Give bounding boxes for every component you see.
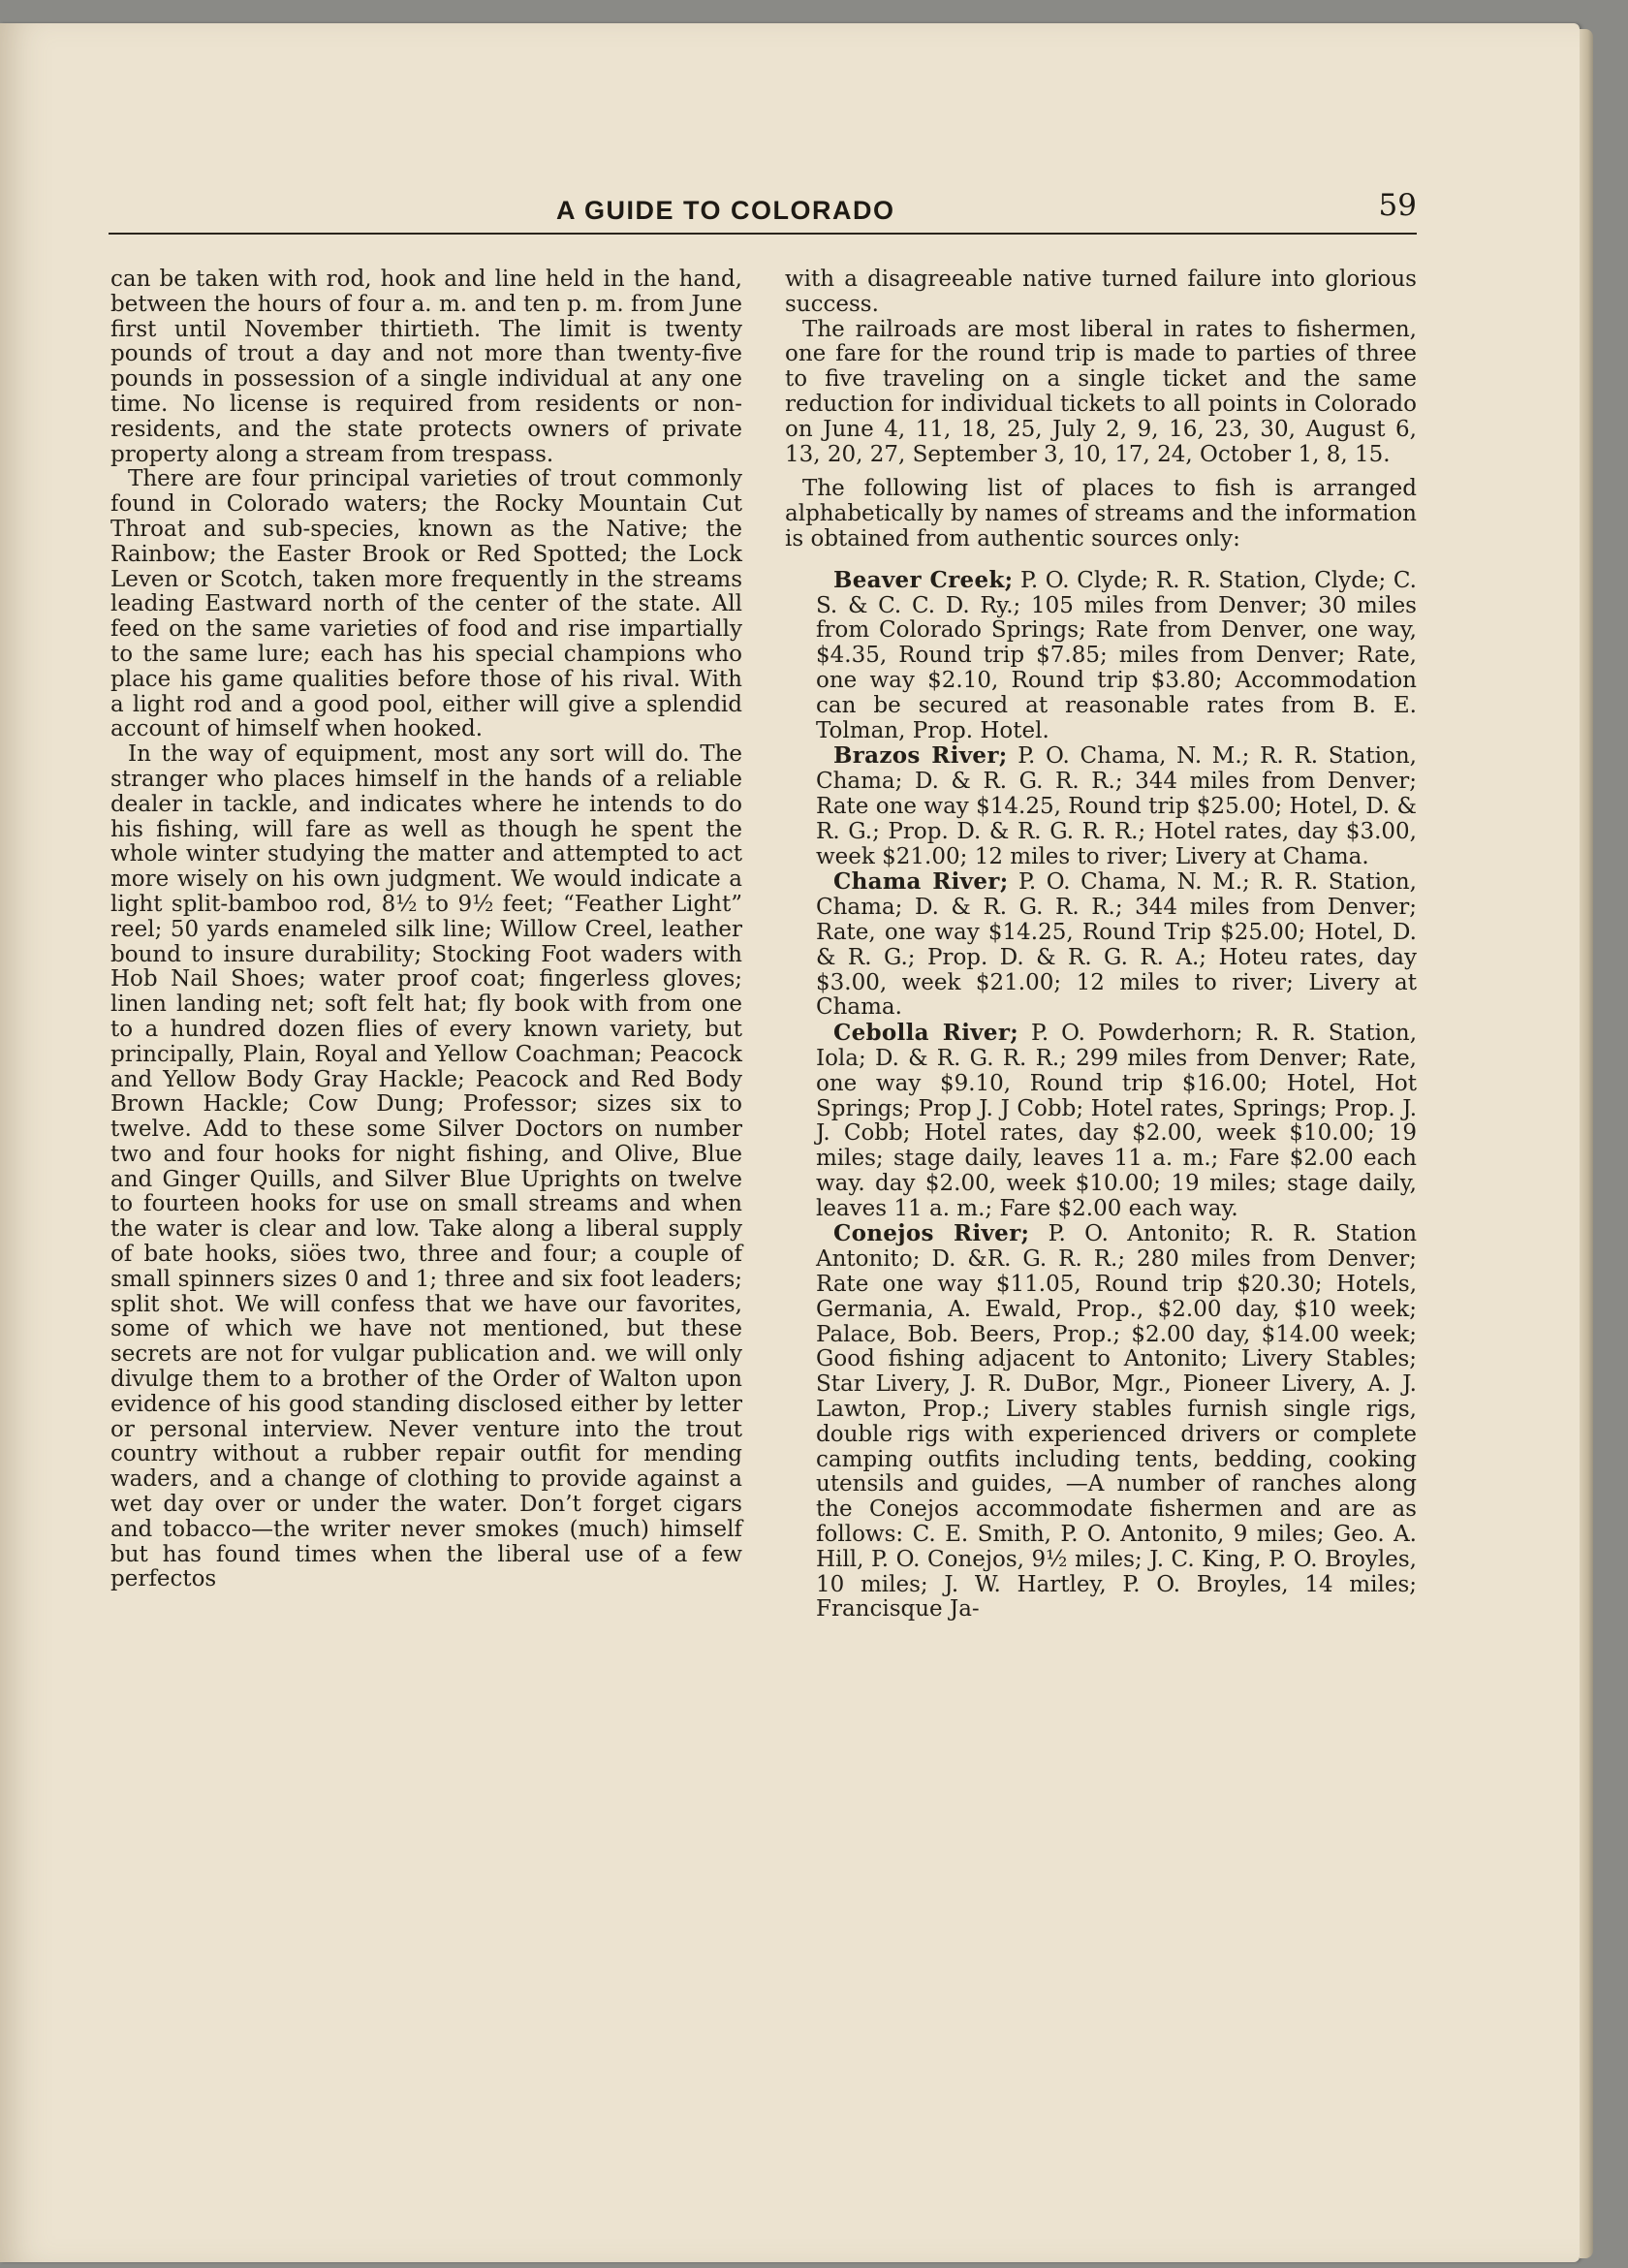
paragraph: The following list of places to fish is arranged alphabetically by names of streams and the information is obtained from authentic sources only: — [785, 476, 1417, 551]
fishing-entry — [785, 568, 1417, 744]
running-title: A GUIDE TO COLORADO — [556, 196, 895, 225]
page-edge — [1580, 29, 1593, 2258]
entry-details: P. O. Antonito; R. R. Station Antonito; D. &R. G. R. R.; 280 miles from Denver; Rate one way $11.05, Round trip $20.30; Hotels, Germania, A. Ewald, Prop., $2.00 day, $10 week; Palace, Bob. Beers, Prop.; $2.00 day, $14.00 week; Good fishing adjacent to Antonito; Livery Stables; Star Livery, J. R. DuBor, Mgr., Pioneer Livery, A. J. Lawton, Prop.; Livery stables furnish single rigs, double rigs with experienced drivers or complete camping outfits including tents, bedding, cooking utensils and guides, —A number of ranches along the Conejos accommodate fishermen and are as follows: C. E. Smith, P. O. Antonito, 9 miles; Geo. A. Hill, P. O. Conejos, 9½ miles; J. C. King, P. O. Broyles, 10 miles; J. W. Hartley, P. O. Broyles, 14 miles; Francisque Ja- — [816, 1221, 1418, 1622]
paragraph: can be taken with rod, hook and line held in the hand, between the hours of four a. m. and ten p. m. from June first until November thirtieth. The limit is twenty pounds of trout a day and not more than twenty-five pounds in possession of a single individual at any one time. No license is required from residents or non-residents, and the state protects owners of private property along a stream from trespass. — [110, 267, 742, 467]
stream-name: Brazos River; — [833, 742, 1008, 770]
stream-name: Beaver Creek; — [833, 566, 1014, 593]
stream-name: Cebolla River; — [833, 1020, 1019, 1047]
entry-details: P. O. Clyde; R. R. Station, Clyde; C. S. & C. C. D. Ry.; 105 miles from Denver; 30 miles from Colorado Springs; Rate from Denver, one way, $4.35, Round trip $7.85; miles from Denver; Rate, one way $2.10, Round trip $3.80; Accommodation can be secured at reasonable rates from B. E. Tolman, Prop. Hotel. — [816, 567, 1417, 743]
entry-details: P. O. Chama, N. M.; R. R. Station, Chama; D. & R. G. R. R.; 344 miles from Denver; Rate, one way $14.25, Round Trip $25.00; Hotel, D. & R. G.; Prop. D. & R. G. R. A.; Hoteu rates, day $3.00, week $21.00; 12 miles to river; Livery at Chama. — [816, 869, 1417, 1021]
entry-details: P. O. Chama, N. M.; R. R. Station, Chama; D. & R. G. R. R.; 344 miles from Denver; Rate one way $14.25, Round trip $25.00; Hotel, D. & R. G.; Prop. D. & R. G. R. R.; Hotel rates, day $3.00, week $21.00; 12 miles to river; Livery at Chama. — [816, 743, 1417, 869]
left-column — [110, 268, 742, 1592]
paragraph: with a disagreeable native turned failure into glorious success. — [785, 267, 1417, 317]
right-column — [785, 268, 1417, 1622]
page-number: 59 — [1378, 188, 1417, 223]
paragraph: In the way of equipment, most any sort will do. The stranger who places himself in the hands of a reliable dealer in tackle, and indicates where he intends to do his fishing, will fare as well as though he spent the whole winter studying the matter and attempted to act more wisely on his own judgment. We would indicate a light split-bamboo rod, 8½ to 9½ feet; “Feather Light” reel; 50 yards enameled silk line; Willow Creel, leather bound to insure durability; Stocking Foot waders with Hob Nail Shoes; water proof coat; fingerless gloves; linen landing net; soft felt hat; fly book with from one to a hundred dozen flies of every known variety, but principally, Plain, Royal and Yellow Coachman; Peacock and Yellow Body Gray Hackle; Peacock and Red Body Brown Hackle; Cow Dung; Professor; sizes six to twelve. Add to these some Silver Doctors on number two and four hooks for night fishing, and Olive, Blue and Ginger Quills, and Silver Blue Uprights on twelve to fourteen hooks for use on small streams and when the water is clear and low. Take along a liberal supply of bate hooks, siöes two, three and four; a couple of small spinners sizes 0 and 1; three and six foot leaders; split shot. We will confess that we have our favorites, some of which we have not mentioned, but these secrets are not for vulgar publication and. we will only divulge them to a brother of the Order of Walton upon evidence of his good standing disclosed either by letter or personal interview. Never venture into the trout country without a rubber repair outfit for mending waders, and a change of clothing to provide against a wet day over or under the water. Don’t forget cigars and tobacco—the writer never smokes (much) himself but has found times when the liberal use of a few perfectos — [110, 741, 742, 1592]
fishing-entry — [785, 869, 1417, 1021]
fishing-entry — [785, 1221, 1417, 1622]
entry-details: P. O. Powderhorn; R. R. Station, Iola; D. & R. G. R. R.; 299 miles from Denver; Rate, one way $9.10, Round trip $16.00; Hotel, Hot Springs; Prop J. J Cobb; Hotel rates, Springs; Prop. J. J. Cobb; Hotel rates, day $2.00, week $10.00; 19 miles; stage daily, leaves 11 a. m.; Fare $2.00 each way. day $2.00, week $10.00; 19 miles; stage daily, leaves 11 a. m.; Fare $2.00 each way. — [816, 1021, 1418, 1221]
paragraph: The railroads are most liberal in rates to fishermen, one fare for the round trip is made to parties of three to five traveling on a single ticket and the same reduction for individual tickets to all points in Colorado on June 4, 11, 18, 25, July 2, 9, 16, 23, 30, August 6, 13, 20, 27, September 3, 10, 17, 24, October 1, 8, 15. — [785, 316, 1417, 467]
paragraph: There are four principal varieties of trout commonly found in Colorado waters; the Rocky Mountain Cut Throat and sub-species, known as the Native; the Rainbow; the Easter Brook or Red Spotted; the Lock Leven or Scotch, taken more frequently in the streams leading Eastward north of the center of the state. All feed on the same varieties of food and rise impartially to the same lure; each has his special champions who place his game qualities before those of his rival. With a light rod and a good pool, either will give a splendid account of himself when hooked. — [110, 466, 742, 742]
stream-name: Conejos River; — [833, 1220, 1030, 1247]
fishing-entry — [785, 1021, 1417, 1221]
fishing-entry — [785, 743, 1417, 869]
stream-name: Chama River; — [833, 868, 1009, 896]
header-rule — [109, 233, 1417, 235]
page-header — [109, 186, 1417, 244]
